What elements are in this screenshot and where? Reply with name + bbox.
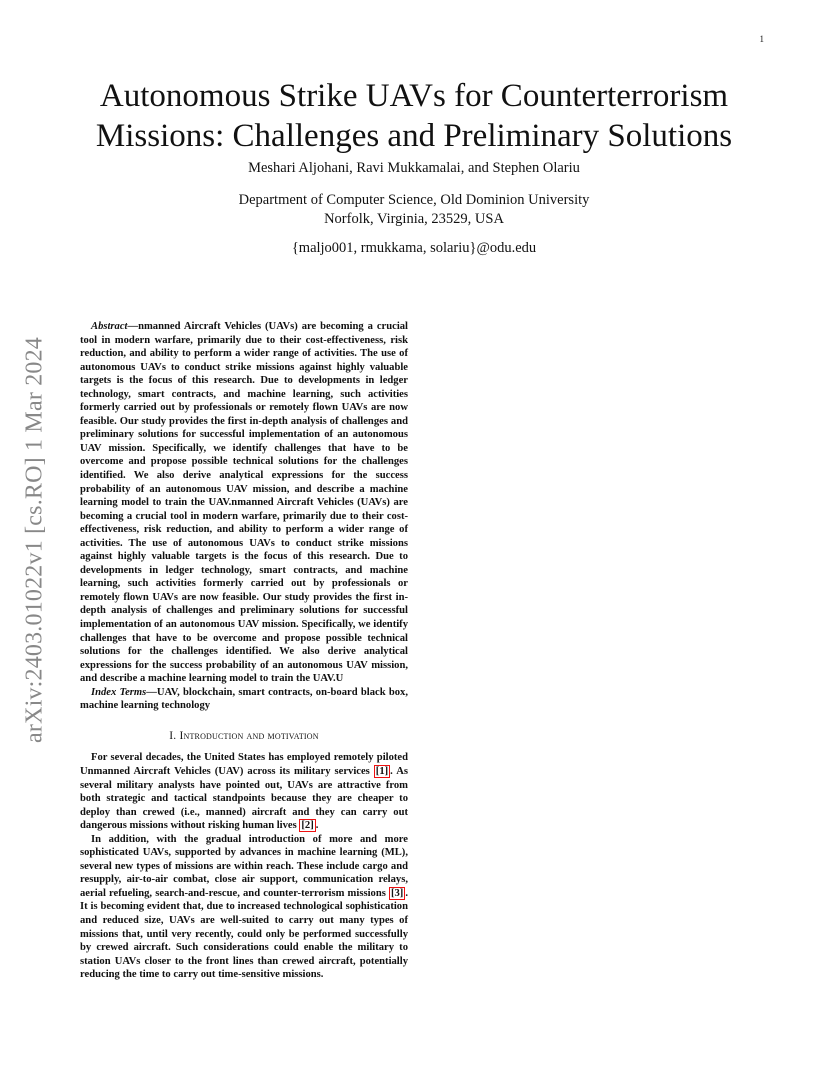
section-number: I. — [169, 729, 180, 742]
section-title: Introduction and motivation — [179, 729, 319, 742]
index-terms-label: Index Terms — [91, 686, 147, 698]
left-column — [80, 320, 408, 982]
paper-title: Autonomous Strike UAVs for Counterterrorism Missions: Challenges and Preliminary Solutions — [95, 78, 733, 154]
abstract — [80, 320, 408, 686]
paragraph: In addition, with the gradual introduction of more and more sophisticated UAVs, supported by advances in machine learning (ML), several new types of missions are within reach. These include cargo and resupply, air-to-air combat, close air support, communication relays, aerial refueling, search-and-rescue, and counter-terrorism missions [3] . It is becoming evident that, due to increased technological sophistication and reduced size, UAVs are well-suited to carry out many types of missions that, until very recently, could only be performed successfully by crewed aircraft. Such considerations could enable the military to station UAVs closer to the front lines than crewed aircraft, potentially reducing the time to carry out time-sensitive missions. — [80, 833, 408, 981]
citation-link[interactable]: [2] — [301, 820, 314, 832]
paragraph: For several decades, the United States has employed remotely piloted Unmanned Aircraft Vehicles (UAV) across its military services [1] . As several military analysts have pointed out, UAVs are attractive from both strategic and tactical standpoints because they are cheaper to deploy than crewed (i.e., manned) aircraft and they can carry out dangerous missions without risking human lives [2] . — [80, 752, 408, 832]
arxiv-stamp — [10, 288, 60, 792]
citation-link[interactable]: [3] — [390, 887, 404, 899]
affiliation-department: Department of Computer Science, Old Dominion University — [238, 192, 590, 208]
affiliation — [0, 191, 828, 229]
arxiv-stamp-text: arXiv:2403.01022v1 [cs.RO] 1 Mar 2024 — [21, 336, 48, 744]
citation-link[interactable]: [1] — [375, 765, 389, 777]
page-number: 1 — [759, 34, 764, 44]
index-terms — [80, 686, 408, 713]
authors: Meshari Aljohani, Ravi Mukkamalai, and Stephen Olariu — [248, 160, 580, 176]
author-emails: {maljo001, rmukkama, solariu}@odu.edu — [291, 240, 537, 256]
index-terms-text: —UAV, blockchain, smart contracts, on-board black box, machine learning technology — [80, 686, 408, 712]
affiliation-location: Norfolk, Virginia, 23529, USA — [324, 211, 504, 227]
abstract-label: Abstract — [91, 321, 128, 332]
abstract-text: —nmanned Aircraft Vehicles (UAVs) are becoming a crucial tool in modern warfare, primarily due to their cost-effectiveness, risk reduction, and ability to perform a wider range of activities. The use of autonomous UAVs to conduct strike missions against highly valuable targets is the focus of this research. Due to developments in ledger technology, smart contracts, and machine learning, such activities formerly carried out by professionals or remotely flown UAVs are now feasible. Our study provides the first in-depth analysis of challenges and preliminary solutions for successful implementation of an autonomous UAV mission. Specifically, we identify challenges that have to be overcome and propose possible technical solutions for the challenges identified. We also derive analytical expressions for the success probability of an autonomous UAV mission, and describe a machine learning model to train the UAV.nmanned Aircraft Vehicles (UAVs) are becoming a crucial tool in modern warfare, primarily due to their cost-effectiveness, risk reduction, and ability to perform a wider range of activities. The use of autonomous UAVs to conduct strike missions against highly valuable targets is the focus of this research. Due to developments in ledger technology, smart contracts, and machine learning, such activities formerly carried out by professionals or remotely flown UAVs are now feasible. Our study provides the first in-depth analysis of challenges and preliminary solutions for successful implementation of an autonomous UAV mission. Specifically, we identify challenges that have to be overcome and propose possible technical solutions for the challenges identified. We also derive analytical expressions for the success probability of an autonomous UAV mission, and describe a machine learning model to train the UAV.U — [80, 321, 408, 685]
section-heading-introduction — [80, 730, 408, 744]
